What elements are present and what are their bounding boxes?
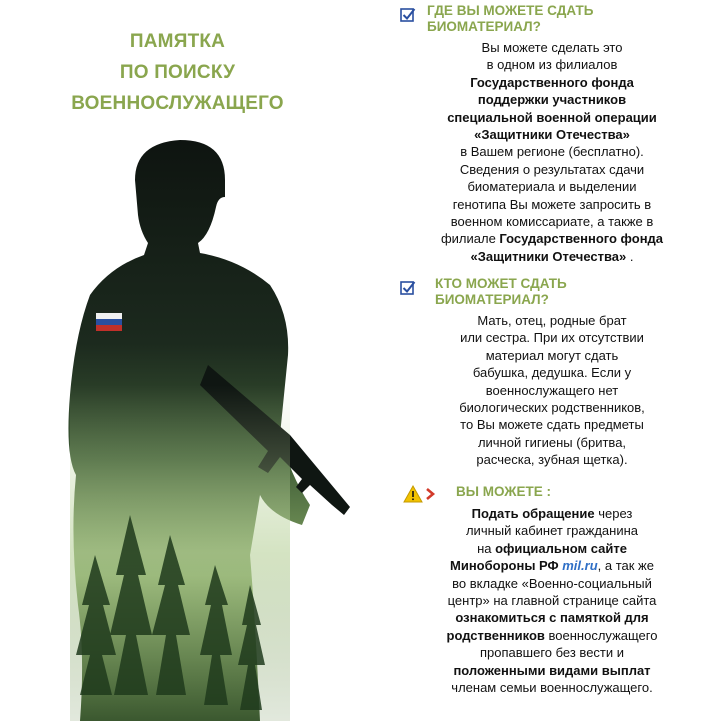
flag-patch [96, 313, 122, 331]
text-line: пропавшего без вести и [479, 645, 625, 661]
text-line: Сведения о результатах сдачи [459, 161, 645, 177]
text-line: во вкладке «Военно-социальный [452, 575, 652, 591]
text-line: членам семьи военнослужащего. [451, 680, 653, 696]
page-title [20, 26, 335, 119]
section-title-line-1: ГДЕ ВЫ МОЖЕТЕ СДАТЬ [427, 3, 594, 18]
section-who-can-give [393, 276, 711, 469]
text-line: в одном из филиалов [486, 57, 618, 73]
bold-text: Подать обращение [471, 506, 595, 521]
checkbox-checked-icon [400, 7, 416, 23]
text-line: личный кабинет гражданина [465, 523, 639, 539]
bold-text: положенными видами выплат [453, 662, 651, 678]
bold-text: Минобороны РФ [450, 558, 563, 574]
text-line: материал могут сдать [485, 347, 619, 363]
text-line: расческа, зубная щетка). [476, 452, 628, 468]
text-line: то Вы можете сдать предметы [460, 417, 644, 433]
title-line-2: ПО ПОИСКУ [119, 62, 236, 83]
title-line-3: ВОЕННОСЛУЖАЩЕГО [71, 93, 284, 114]
text-line: биоматериала и выделении [467, 179, 637, 195]
text-span: через [594, 506, 633, 521]
soldier-illustration [40, 135, 380, 721]
bold-text: поддержки участников [477, 92, 627, 108]
text-line: личной гигиены (бритва, [477, 434, 627, 450]
section-where-to-give [393, 3, 711, 265]
text-line: биологических родственников, [459, 400, 645, 416]
section-title-line-1: КТО МОЖЕТ СДАТЬ [435, 276, 567, 291]
bold-text: специальной военной операции [447, 109, 657, 125]
title-line-1: ПАМЯТКА [129, 31, 226, 52]
section-body [393, 312, 711, 469]
bold-text: «Защитники Отечества» [474, 127, 630, 143]
text-line: Вы можете сделать это [481, 40, 623, 55]
section-header [393, 484, 711, 504]
text-line: генотипа Вы можете запросить в [452, 196, 652, 212]
bold-text: родственников [446, 627, 545, 643]
text-span: на [477, 540, 496, 556]
text-line: бабушка, дедушка. Если у [472, 365, 632, 381]
section-header [393, 276, 711, 308]
text-line: или сестра. При их отсутствии [460, 330, 644, 346]
text-line: в Вашем регионе (бесплатно). [460, 144, 644, 160]
text-span: военнослужащего [544, 627, 658, 643]
bold-text: Государственного фонда [470, 74, 634, 90]
bold-text: «Защитники Отечества» [470, 248, 627, 264]
text-line: военном комиссариате, а также в [450, 214, 654, 230]
warning-icon [403, 485, 437, 503]
bold-text: официальном сайте [495, 540, 627, 556]
bold-text: ознакомиться с памяткой для [455, 610, 649, 626]
section-body [393, 505, 711, 696]
section-you-can [393, 484, 711, 696]
section-title-line-2: БИОМАТЕРИАЛ? [435, 292, 549, 307]
text-line: военнослужащего нет [485, 382, 619, 398]
section-title-line-2: БИОМАТЕРИАЛ? [427, 19, 541, 34]
text-span: филиале [440, 231, 500, 247]
text-line: центр» на главной странице сайта [447, 593, 657, 609]
text-span: , а так же [597, 558, 654, 574]
section-title: ВЫ МОЖЕТЕ : [456, 484, 551, 499]
text-line: Мать, отец, родные брат [477, 313, 627, 328]
checkbox-checked-icon [400, 280, 416, 296]
section-body [393, 39, 711, 265]
text-span: . [626, 248, 634, 264]
section-header [393, 3, 711, 35]
bold-text: Государственного фонда [499, 231, 664, 247]
mil-ru-link[interactable]: mil.ru [562, 558, 598, 574]
